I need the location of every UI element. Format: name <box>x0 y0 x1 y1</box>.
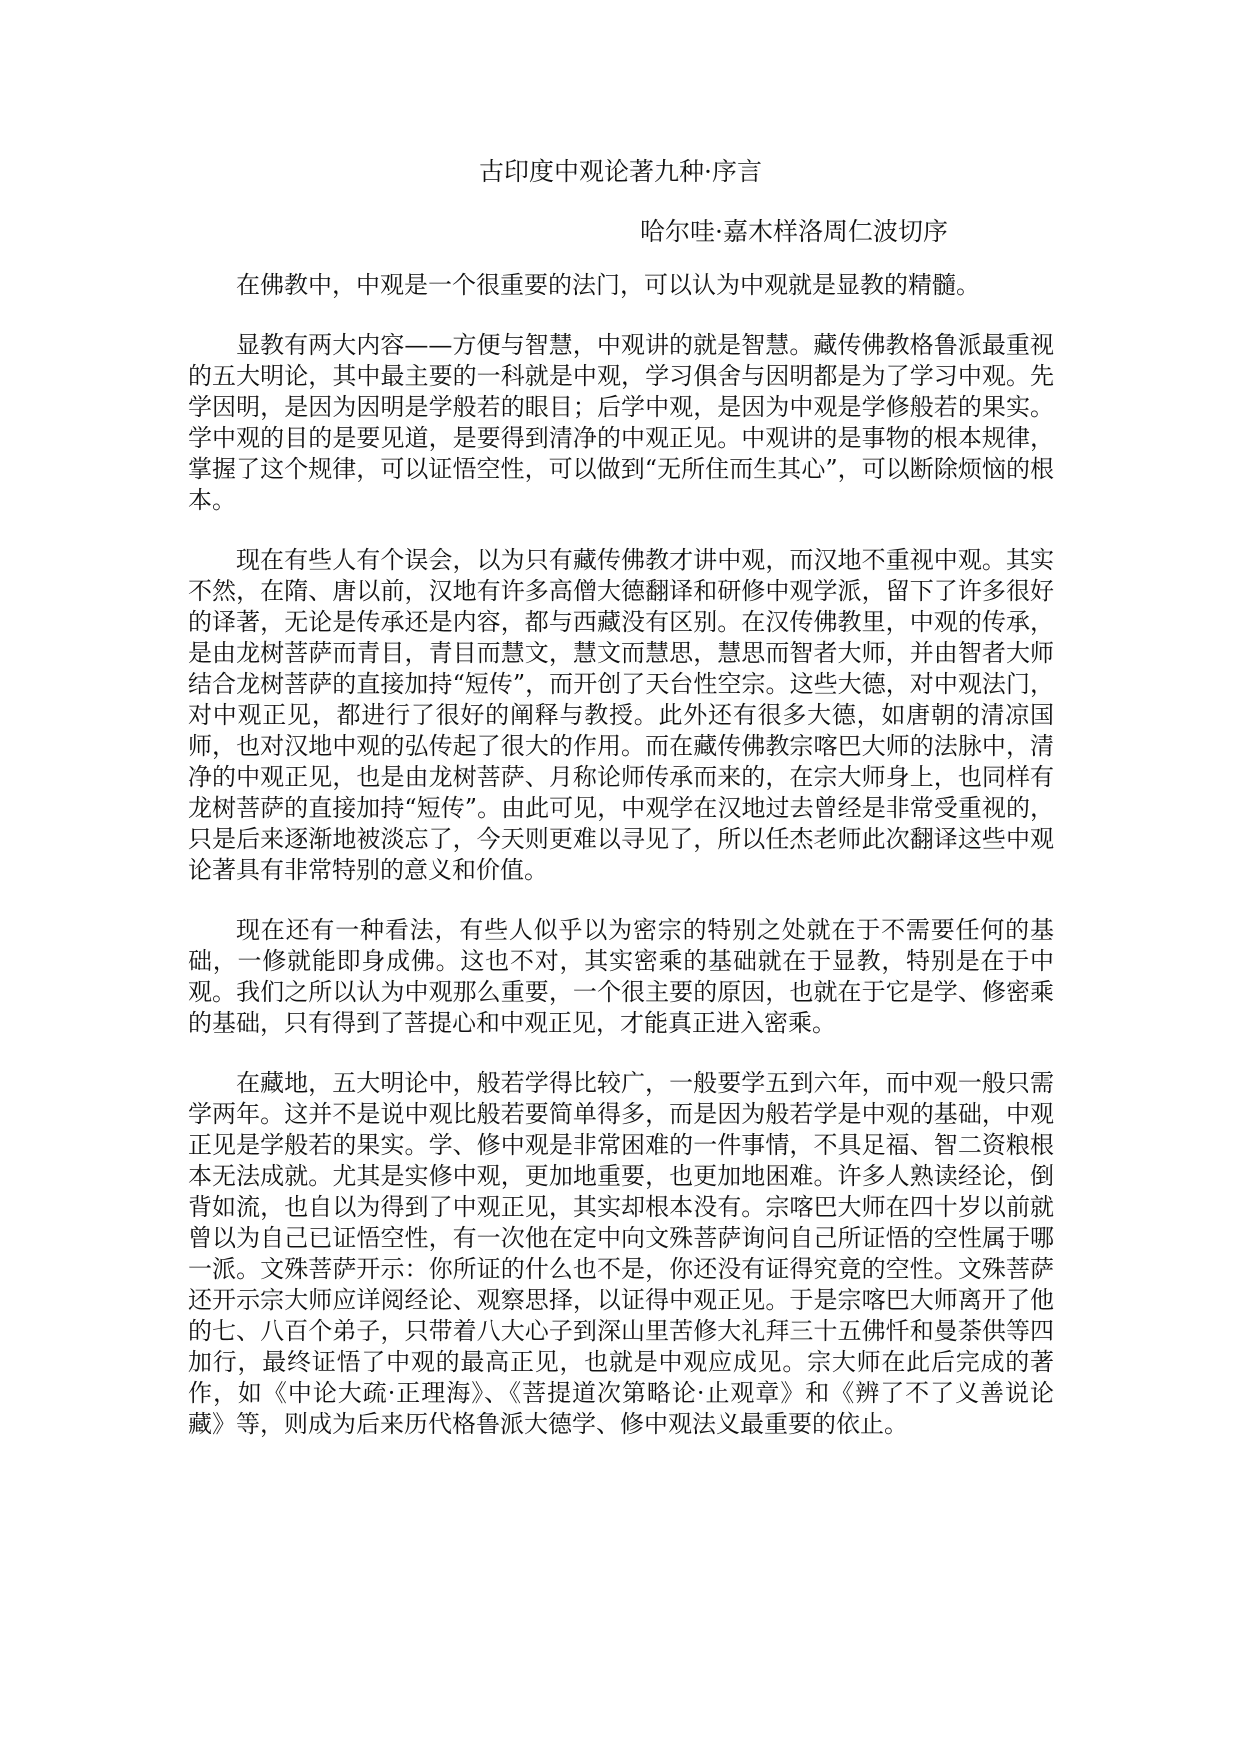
document-author: 哈尔哇·嘉木样洛周仁波切序 <box>640 217 948 246</box>
paragraph-1: 在佛教中，中观是一个很重要的法门，可以认为中观就是显教的精髓。 <box>236 271 980 299</box>
paragraph-5: 在藏地，五大明论中，般若学得比较广，一般要学五到六年，而中观一般只需学两年。这并不是说中观比般若要简单得多，而是因为般若学是中观的基础，中观正见是学般若的果实。学、修中观是非常困难的一件事情，不具足福、智二资粮根本无法成就。尤其是实修中观，更加地重要，也更加地困难。许多人熟读经论，倒背如流，也自以为得到了中观正见，其实却根本没有。宗喀巴大师在四十岁以前就曾以为自己已证悟空性，有一次他在定中向文殊菩萨询问自己所证悟的空性属于哪一派。文殊菩萨开示：你所证的什么也不是，你还没有证得究竟的空性。文殊菩萨还开示宗大师应详阅经论、观察思择，以证得中观正见。于是宗喀巴大师离开了他的七、八百个弟子，只带着八大心子到深山里苦修大礼拜三十五佛忏和曼荼供等四加行，最终证悟了中观的最高正见，也就是中观应成见。宗大师在此后完成的著作，如《中论大疏·正理海》、《菩提道次第略论·止观章》和《辨了不了义善说论藏》等，则成为后来历代格鲁派大德学、修中观法义最重要的依止。 <box>188 1069 1054 1438</box>
paragraph-3: 现在有些人有个误会，以为只有藏传佛教才讲中观，而汉地不重视中观。其实不然，在隋、唐以前，汉地有许多高僧大德翻译和研修中观学派，留下了许多很好的译著，无论是传承还是内容，都与西藏没有区别。在汉传佛教里，中观的传承，是由龙树菩萨而青目，青目而慧文，慧文而慧思，慧思而智者大师，并由智者大师结合龙树菩萨的直接加持“短传”，而开创了天台性空宗。这些大德，对中观法门，对中观正见，都进行了很好的阐释与教授。此外还有很多大德，如唐朝的清凉国师，也对汉地中观的弘传起了很大的作用。而在藏传佛教宗喀巴大师的法脉中，清净的中观正见，也是由龙树菩萨、月称论师传承而来的，在宗大师身上，也同样有龙树菩萨的直接加持“短传”。由此可见，中观学在汉地过去曾经是非常受重视的，只是后来逐渐地被淡忘了，今天则更难以寻见了，所以任杰老师此次翻译这些中观论著具有非常特别的意义和价值。 <box>188 546 1054 884</box>
paragraph-4: 现在还有一种看法，有些人似乎以为密宗的特别之处就在于不需要任何的基础，一修就能即身成佛。这也不对，其实密乘的基础就在于显教，特别是在于中观。我们之所以认为中观那么重要，一个很主要的原因，也就在于它是学、修密乘的基础，只有得到了菩提心和中观正见，才能真正进入密乘。 <box>188 916 1054 1037</box>
paragraph-2: 显教有两大内容——方便与智慧，中观讲的就是智慧。藏传佛教格鲁派最重视的五大明论，其中最主要的一科就是中观，学习俱舍与因明都是为了学习中观。先学因明，是因为因明是学般若的眼目；后学中观，是因为中观是学修般若的果实。学中观的目的是要见道，是要得到清净的中观正见。中观讲的是事物的根本规律，掌握了这个规律，可以证悟空性，可以做到“无所住而生其心”，可以断除烦恼的根本。 <box>188 331 1054 514</box>
document-title: 古印度中观论著九种·序言 <box>479 157 762 186</box>
document-body <box>188 270 1054 1469</box>
